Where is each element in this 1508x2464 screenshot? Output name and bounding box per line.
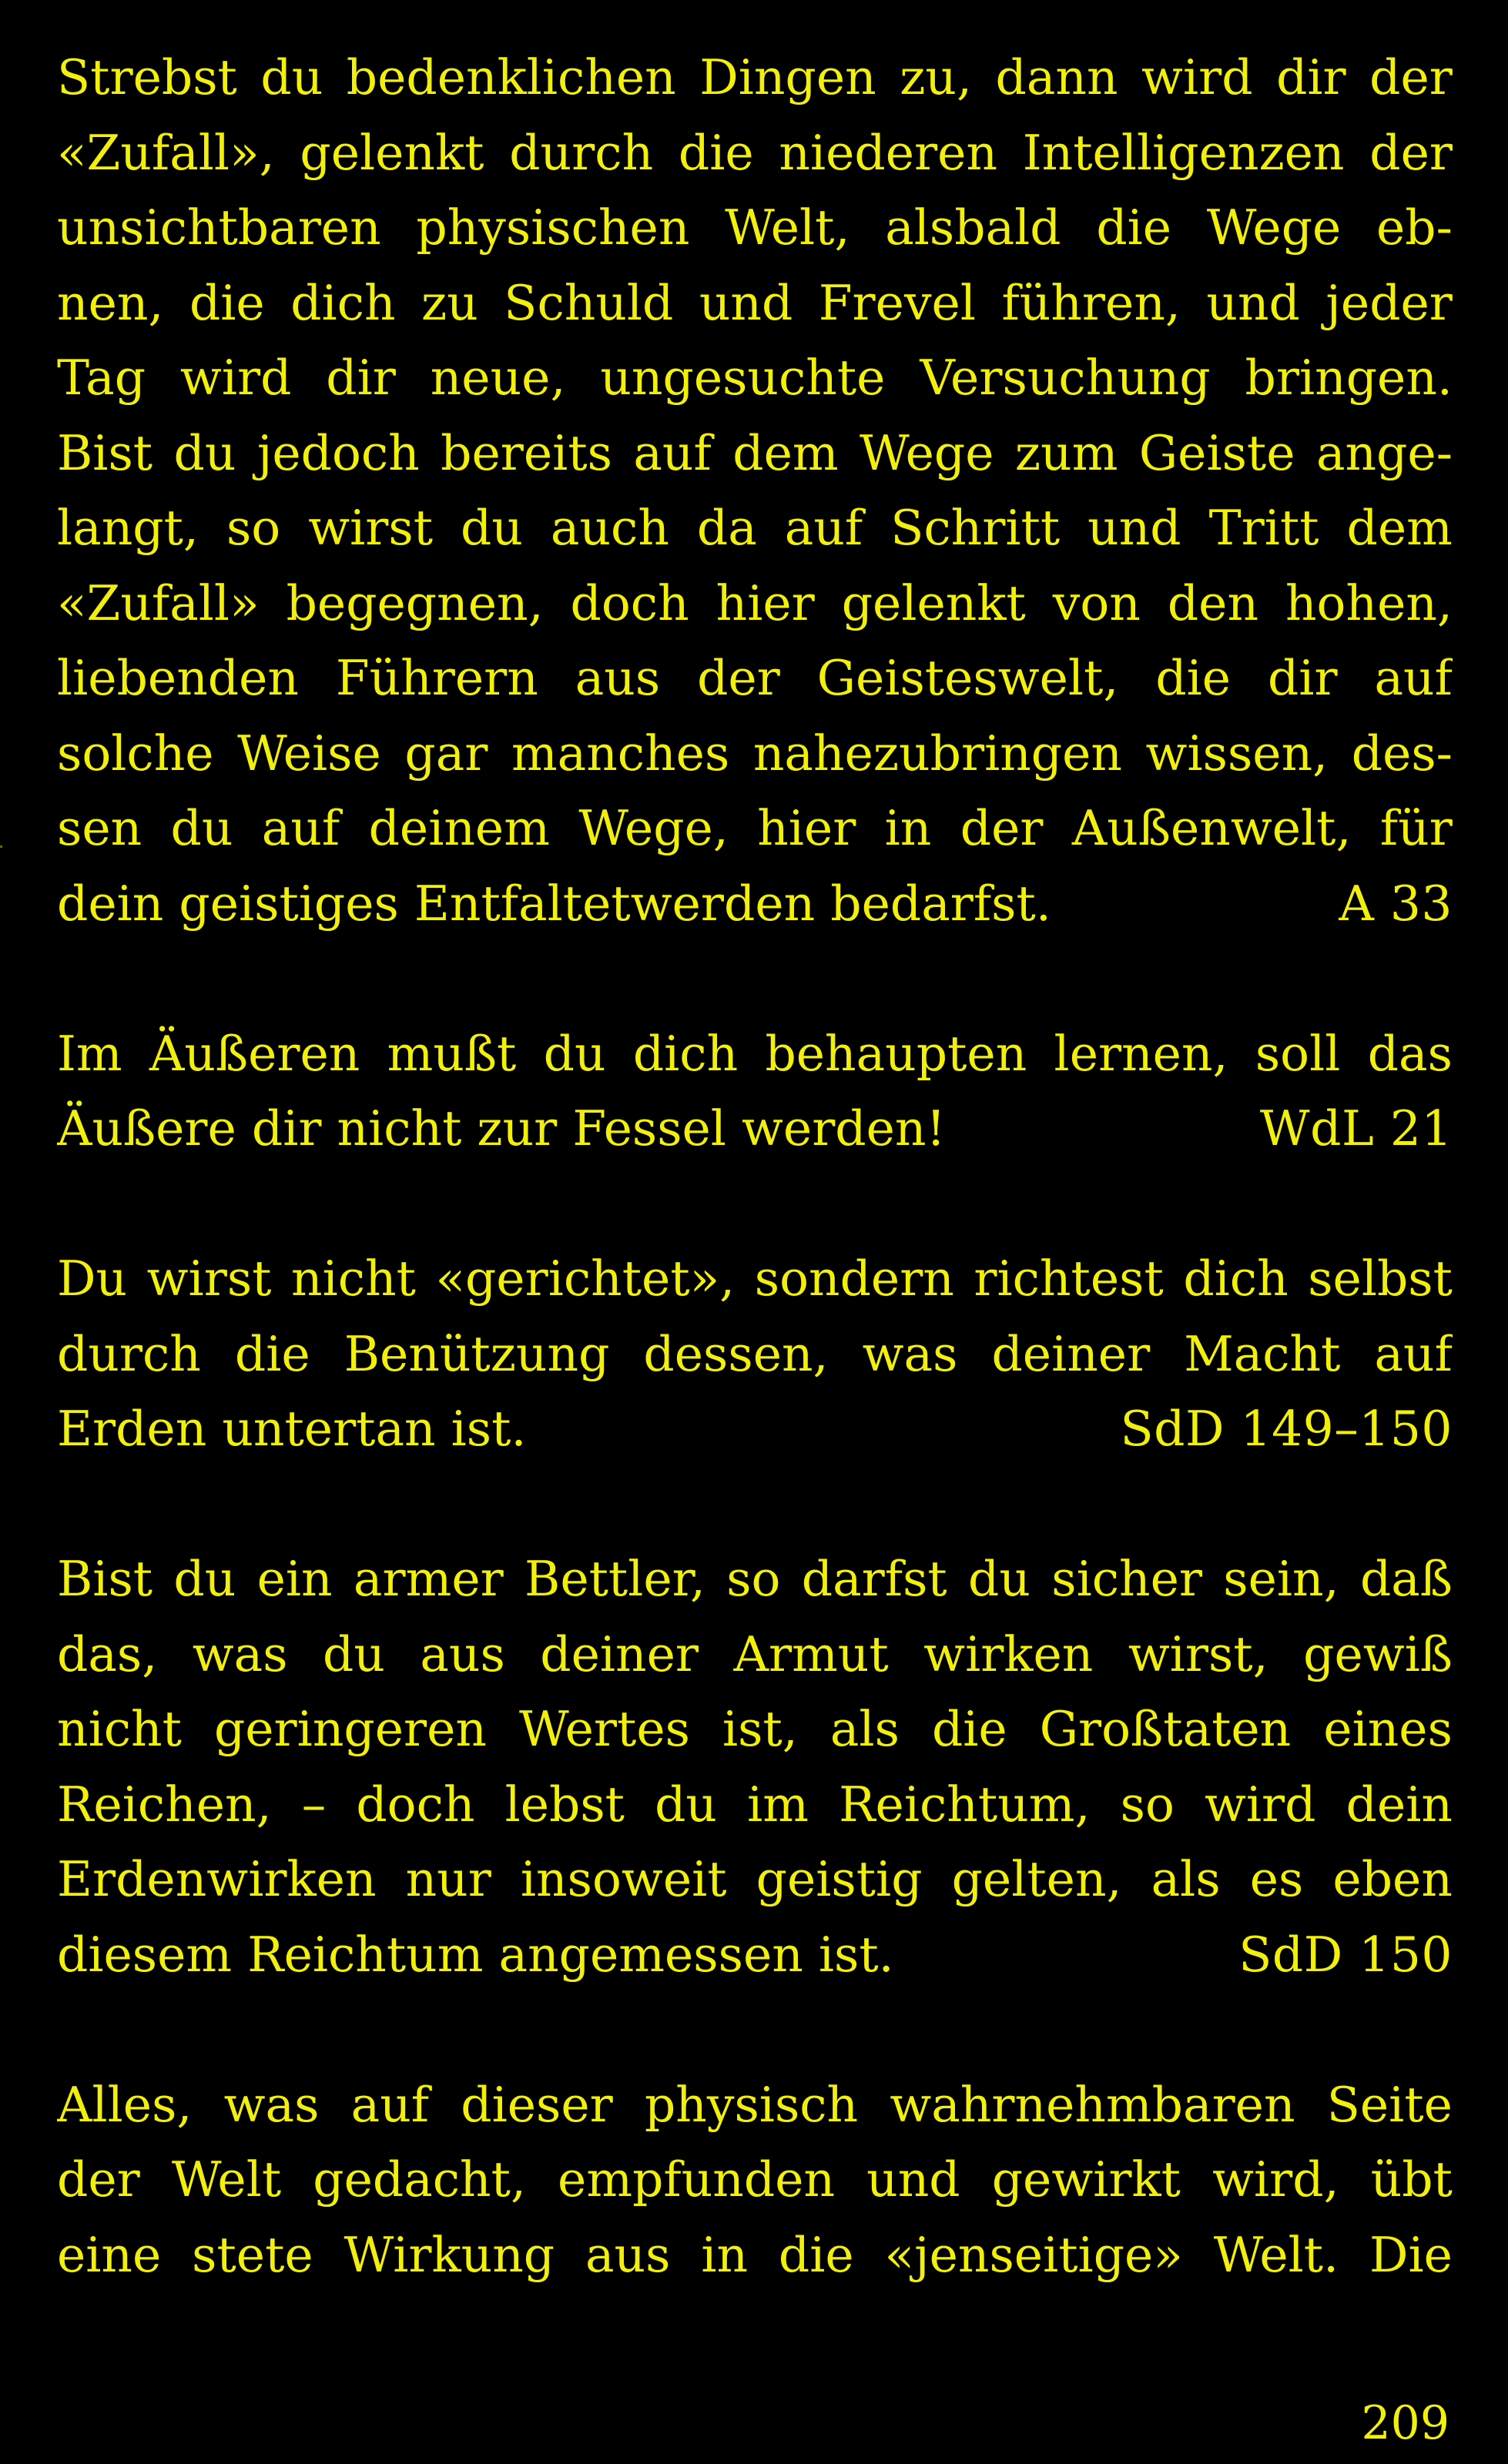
word: nen, [57,274,164,331]
word: langt, [57,500,199,556]
paragraph-gap [57,941,1453,1016]
word: gewirkt [991,2151,1181,2208]
word: so [726,1551,781,1607]
text-line [57,641,1453,716]
word: – [301,1776,327,1833]
word: Intelligenzen [1022,124,1345,181]
word: zu, [900,49,972,105]
word: geistig [756,1851,923,1907]
word: du [173,1551,236,1607]
word: für [1379,800,1453,856]
word: auf [350,2076,430,2133]
word: armer [353,1551,504,1607]
word: liebenden [57,650,299,706]
word: Wege [1206,199,1342,256]
source-reference: SdD 150 [1238,1926,1453,1983]
text-line [57,190,1453,266]
word: Welt. [1213,2226,1339,2283]
text-line [57,1617,1453,1692]
word: in [884,800,932,856]
word: empfunden [558,2151,836,2208]
word: dem [1346,500,1453,556]
word: du [655,1776,717,1833]
word: richtest [973,1250,1164,1307]
word: Macht [1184,1325,1341,1382]
last-line-text: Äußere dir nicht zur Fessel werden! [57,1100,946,1157]
word: du [322,1625,385,1682]
word: deiner [991,1325,1151,1382]
word: dir [1267,650,1338,706]
word: dem [732,424,839,481]
word: aus [575,650,661,706]
word: im [747,1776,809,1833]
word: und [1206,274,1300,331]
word: und [866,2151,960,2208]
text-line-last [57,866,1453,942]
text-line [57,1842,1453,1917]
word: aus [585,2226,671,2283]
word: die [1096,199,1172,256]
word: hohen, [1285,574,1453,631]
word: die [189,274,265,331]
word: jedoch [256,424,420,481]
word: manches [511,725,730,782]
word: Strebst [57,49,237,105]
word: gedacht, [313,2151,526,2208]
word: ungesuchte [600,350,886,406]
word: sondern [754,1250,954,1307]
word: dich [290,274,396,331]
word: und [699,274,793,331]
word: Großtaten [1039,1701,1292,1757]
word: der [697,650,780,706]
word: Die [1369,2226,1453,2283]
word: durch [57,1325,201,1382]
word: das [1367,1025,1453,1082]
page-number: 209 [1361,2396,1449,2450]
word: lernen, [1054,1025,1228,1082]
paragraph-gap [57,1467,1453,1542]
text-line [57,40,1453,116]
word: wird, [1212,2151,1339,2208]
word: nur [405,1851,491,1907]
word: gewiß [1303,1625,1453,1682]
word: dich [632,1025,739,1082]
word: was [223,2076,320,2133]
text-line [57,2067,1453,2143]
word: physischen [416,199,690,256]
word: eb- [1376,199,1453,256]
word: Äußeren [149,1025,360,1082]
word: Dingen [699,49,876,105]
word: auf [261,800,340,856]
word: die [778,2226,854,2283]
last-line-text: dein geistiges Entfaltetwerden bedarfst. [57,875,1051,932]
word: du [543,1025,606,1082]
word: gelenkt [300,124,484,181]
text-line [57,490,1453,566]
word: Führern [335,650,538,706]
paragraph-2 [57,1016,1453,1167]
word: bringen. [1245,350,1453,406]
word: «gerichtet», [435,1250,736,1307]
word: geringeren [213,1701,487,1757]
word: wird [1141,49,1253,105]
text-line [57,716,1453,792]
word: dir [1276,49,1346,105]
scan-speck [0,845,2,848]
word: die [678,124,754,181]
word: und [1087,500,1181,556]
word: neue, [430,350,566,406]
word: sicher [1051,1551,1202,1607]
word: des- [1351,725,1453,782]
word: Schritt [890,500,1061,556]
word: hier [757,800,856,856]
word: «Zufall» [57,574,260,631]
text-line [57,340,1453,416]
text-line [57,266,1453,341]
word: Seite [1326,2076,1453,2133]
word: Geiste [1138,424,1295,481]
word: wird [1204,1776,1316,1833]
word: Reichtum, [839,1776,1091,1833]
word: niederen [779,124,998,181]
word: so [1120,1776,1175,1833]
word: die [931,1701,1007,1757]
word: ange- [1315,424,1453,481]
word: daß [1359,1551,1453,1607]
word: gelenkt [841,574,1026,631]
word: nahezubringen [752,725,1122,782]
paragraph-gap [57,1992,1453,2067]
text-line [57,116,1453,191]
word: nicht [291,1250,416,1307]
word: wirst, [1128,1625,1268,1682]
text-line [57,1016,1453,1092]
word: der [57,2151,140,2208]
paragraph-gap [57,1167,1453,1242]
word: alsbald [885,199,1061,256]
text-line [57,1767,1453,1843]
word: Alles, [57,2076,193,2133]
word: du [170,800,233,856]
word: wirst [308,500,434,556]
text-line [57,1692,1453,1767]
paragraph-3 [57,1241,1453,1467]
last-line-text: Erden untertan ist. [57,1401,527,1457]
word: führen, [1001,274,1181,331]
last-line-text: diesem Reichtum angemessen ist. [57,1926,894,1983]
word: doch [570,574,689,631]
word: als [1151,1851,1221,1907]
word: physisch [644,2076,859,2133]
text-line-last [57,1391,1453,1467]
word: Armut [733,1625,889,1682]
word: der [1369,124,1453,181]
word: der [1369,49,1453,105]
word: auch [550,500,669,556]
word: «Zufall», [57,124,275,181]
word: deinem [368,800,550,856]
word: gelten, [951,1851,1122,1907]
word: übt [1370,2151,1453,2208]
word: wissen, [1145,725,1329,782]
word: von [1052,574,1141,631]
word: Bettler, [524,1551,705,1607]
word: Schuld [504,274,674,331]
word: Welt [171,2151,282,2208]
word: Im [57,1025,122,1082]
word: Geisteswelt, [816,650,1119,706]
word: der [960,800,1044,856]
source-reference: SdD 149–150 [1120,1401,1453,1457]
word: die [1155,650,1232,706]
text-line [57,2218,1453,2293]
word: gar [404,725,488,782]
word: eines [1323,1701,1453,1757]
word: Tag [57,350,146,406]
word: da [696,500,757,556]
word: Außenwelt, [1071,800,1352,856]
word: darfst [801,1551,947,1607]
word: durch [509,124,654,181]
word: hier [715,574,815,631]
word: Erdenwirken [57,1851,377,1907]
word: solche [57,725,214,782]
word: Welt, [725,199,850,256]
word: wirken [923,1625,1094,1682]
word: Benützung [343,1325,610,1382]
word: du [968,1551,1030,1607]
word: wahrnehmbaren [890,2076,1295,2133]
word: auf [633,424,712,481]
word: begegnen, [286,574,544,631]
paragraph-4 [57,1542,1453,1992]
word: du [461,500,523,556]
word: Bist [57,1551,153,1607]
word: aus [420,1625,505,1682]
word: auf [784,500,863,556]
word: was [192,1625,288,1682]
word: ist, [722,1701,798,1757]
word: sein, [1223,1551,1339,1607]
word: dein [1345,1776,1453,1833]
word: den [1167,574,1259,631]
word: bereits [441,424,612,481]
word: in [701,2226,749,2283]
word: Weise [237,725,381,782]
text-line [57,416,1453,491]
word: dir [326,350,396,406]
word: deiner [540,1625,699,1682]
word: nicht [57,1701,182,1757]
word: stete [192,2226,313,2283]
word: «jenseitige» [884,2226,1183,2283]
text-line [57,1241,1453,1317]
paragraph-1 [57,40,1453,941]
word: Wege, [578,800,729,856]
text-line [57,2142,1453,2218]
word: dann [995,49,1118,105]
word: dessen, [643,1325,829,1382]
paragraph-5 [57,2067,1453,2293]
word: so [226,500,281,556]
word: doch [356,1776,475,1833]
source-reference: A 33 [1339,875,1453,932]
word: was [862,1325,958,1382]
text-line-last [57,1091,1453,1167]
word: sen [57,800,142,856]
source-reference: WdL 21 [1259,1100,1453,1157]
word: zu [421,274,478,331]
word: Tritt [1208,500,1319,556]
word: ein [256,1551,333,1607]
word: das, [57,1625,158,1682]
word: eine [57,2226,162,2283]
word: Wirkung [343,2226,555,2283]
word: als [829,1701,900,1757]
word: jeder [1325,274,1453,331]
word: dich [1183,1250,1289,1307]
text-line [57,791,1453,866]
word: wirst [146,1250,272,1307]
text-line [57,1317,1453,1392]
word: wird [179,350,292,406]
word: selbst [1308,1250,1453,1307]
word: bedenklichen [346,49,676,105]
word: Frevel [818,274,976,331]
word: behaupten [765,1025,1027,1082]
word: auf [1374,650,1453,706]
word: insoweit [520,1851,727,1907]
word: du [260,49,323,105]
word: Wege [860,424,994,481]
word: du [173,424,236,481]
word: zum [1014,424,1118,481]
word: Versuchung [920,350,1211,406]
word: lebst [504,1776,625,1833]
text-line [57,1542,1453,1617]
word: Du [57,1250,128,1307]
text-line-last [57,1917,1453,1993]
word: die [234,1325,310,1382]
word: dieser [461,2076,613,2133]
page-body [57,40,1453,2292]
word: es [1249,1851,1304,1907]
word: Bist [57,424,153,481]
word: soll [1255,1025,1341,1082]
word: unsichtbaren [57,199,381,256]
word: Reichen, [57,1776,272,1833]
word: eben [1332,1851,1453,1907]
word: mußt [387,1025,517,1082]
word: Wertes [519,1701,690,1757]
text-line [57,566,1453,641]
word: auf [1374,1325,1453,1382]
